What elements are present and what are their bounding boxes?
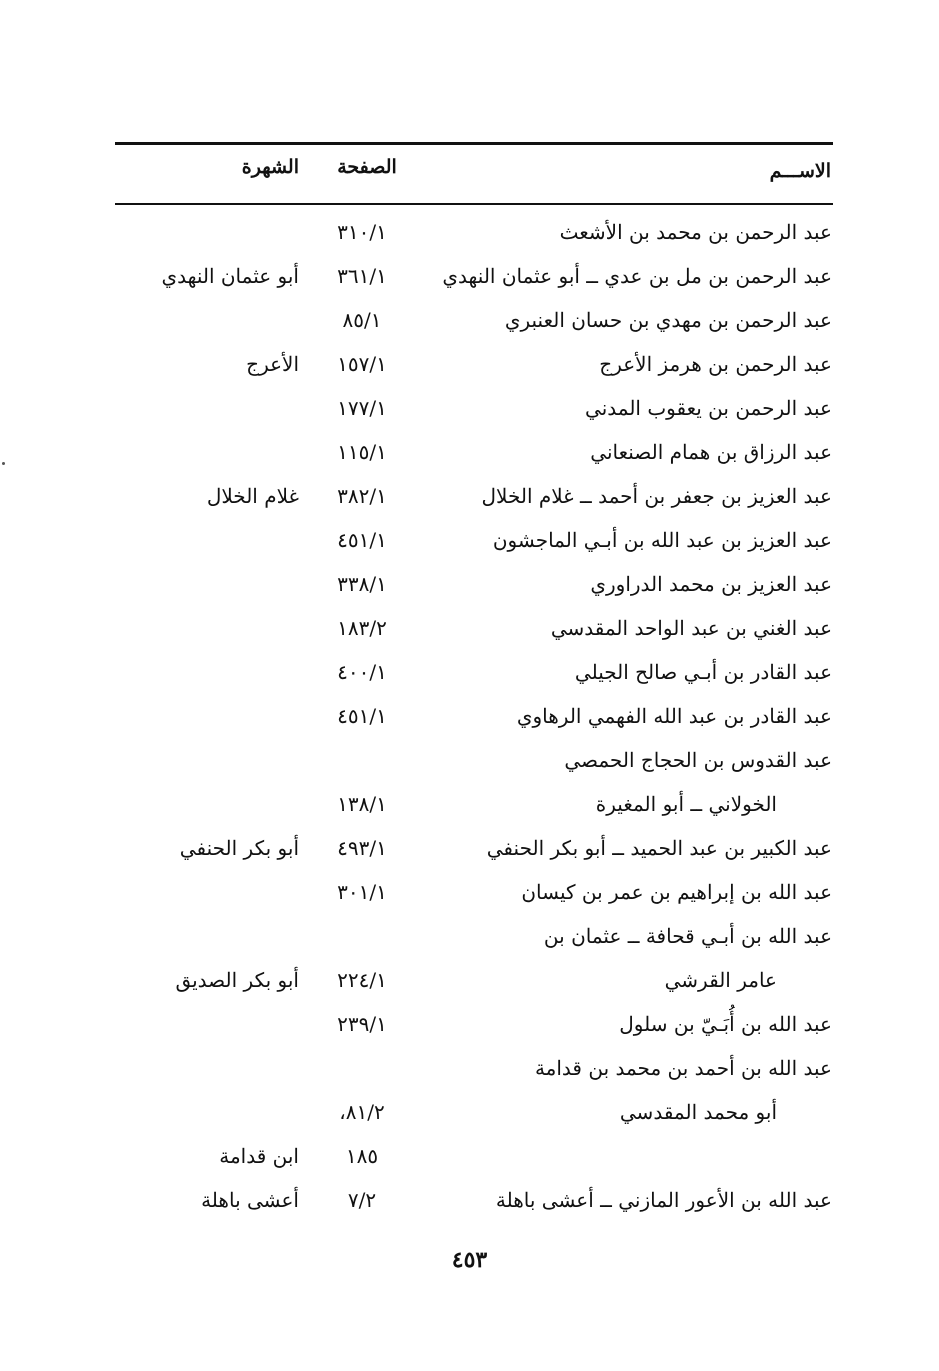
entry-name: عبد الرحمن بن مهدي بن حسان العنبري xyxy=(504,308,832,332)
entry-page: ٣٦١/١ xyxy=(337,264,387,288)
entry-name: عبد العزيز بن محمد الدراوري xyxy=(590,572,832,596)
table-row xyxy=(0,210,939,254)
entry-name: عبد الكبير بن عبد الحميد ــ أبو بكر الحنفي xyxy=(486,836,832,860)
entry-fame: الأعرج xyxy=(246,352,299,376)
entry-fame: ابن قدامة xyxy=(219,1144,299,1168)
entry-name: عبد الرزاق بن همام الصنعاني xyxy=(590,440,832,464)
entry-name: عبد الرحمن بن يعقوب المدني xyxy=(585,396,832,420)
table-row xyxy=(0,474,939,518)
column-header-fame: الشهرة xyxy=(241,156,299,178)
table-row xyxy=(0,1134,939,1178)
entry-name: عبد العزيز بن عبد الله بن أبـي الماجشون xyxy=(492,528,832,552)
entry-page: ٧/٢ xyxy=(347,1188,377,1212)
scan-speck xyxy=(2,462,5,465)
table-row xyxy=(0,298,939,342)
entry-page: ٣١٠/١ xyxy=(337,220,387,244)
table-row xyxy=(0,870,939,914)
table-row xyxy=(0,606,939,650)
entry-name: عبد الله بن أحمد بن محمد بن قدامة xyxy=(534,1056,832,1080)
entry-name: عبد الله بن إبراهيم بن عمر بن كيسان xyxy=(521,880,832,904)
entry-page: ٣٠١/١ xyxy=(337,880,387,904)
entry-page: ٤٩٣/١ xyxy=(337,836,387,860)
entry-name: أبو محمد المقدسي xyxy=(619,1100,777,1124)
entry-name: عبد الله بن أُبَـيّ بن سلول xyxy=(619,1012,832,1036)
top-rule xyxy=(115,142,833,145)
entry-page: ٣٣٨/١ xyxy=(337,572,387,596)
entry-page: ٤٥١/١ xyxy=(337,704,387,728)
entry-page: ١٨٣/٢ xyxy=(337,616,387,640)
table-row xyxy=(0,1046,939,1090)
entry-name: عبد الرحمن بن مل بن عدي ــ أبو عثمان النهدي xyxy=(442,264,832,288)
index-table xyxy=(0,210,939,1222)
entry-page: ١٧٧/١ xyxy=(337,396,387,420)
entry-name: عبد القادر بن عبد الله الفهمي الرهاوي xyxy=(516,704,832,728)
table-row xyxy=(0,562,939,606)
header-rule xyxy=(115,203,833,205)
entry-fame: أبو بكر الصديق xyxy=(175,968,299,992)
entry-name: عبد الغني بن عبد الواحد المقدسي xyxy=(550,616,832,640)
table-row xyxy=(0,254,939,298)
entry-page: ٢٢٤/١ xyxy=(337,968,387,992)
entry-name: عبد القدوس بن الحجاج الحمصي xyxy=(564,748,832,772)
entry-name: عبد القادر بن أبـي صالح الجيلي xyxy=(574,660,832,684)
table-row xyxy=(0,518,939,562)
table-row xyxy=(0,738,939,782)
entry-page: ٢٣٩/١ xyxy=(337,1012,387,1036)
entry-page: ١٨٥ xyxy=(345,1144,379,1168)
page-number: ٤٥٣ xyxy=(451,1247,488,1273)
table-row xyxy=(0,1178,939,1222)
table-row xyxy=(0,694,939,738)
entry-page: ٣٨٢/١ xyxy=(337,484,387,508)
entry-name: عبد العزيز بن جعفر بن أحمد ــ غلام الخلال xyxy=(481,484,832,508)
table-row xyxy=(0,386,939,430)
entry-fame: غلام الخلال xyxy=(206,484,299,508)
column-header-page: الصفحة xyxy=(337,156,397,178)
table-row xyxy=(0,1090,939,1134)
table-row xyxy=(0,914,939,958)
table-row xyxy=(0,1002,939,1046)
entry-fame: أبو عثمان النهدي xyxy=(161,264,299,288)
entry-page: ١١٥/١ xyxy=(337,440,387,464)
entry-name: عبد الرحمن بن محمد بن الأشعث xyxy=(559,220,832,244)
entry-page: ٤٠٠/١ xyxy=(337,660,387,684)
table-row xyxy=(0,958,939,1002)
entry-name: عامر القرشي xyxy=(664,968,777,992)
entry-fame: أبو بكر الحنفي xyxy=(179,836,299,860)
table-row xyxy=(0,342,939,386)
table-row xyxy=(0,782,939,826)
entry-name: عبد الرحمن بن هرمز الأعرج xyxy=(599,352,832,376)
table-row xyxy=(0,650,939,694)
entry-page: ١٣٨/١ xyxy=(337,792,387,816)
entry-page: ٨٥/١ xyxy=(342,308,382,332)
entry-page: ١٥٧/١ xyxy=(337,352,387,376)
entry-page: ٨١/٢، xyxy=(339,1100,385,1124)
table-row xyxy=(0,430,939,474)
entry-name: عبد الله بن الأعور المازني ــ أعشى باهلة xyxy=(495,1188,832,1212)
entry-fame: أعشى باهلة xyxy=(201,1188,299,1212)
column-header-name: الاســـم xyxy=(769,160,831,182)
table-row xyxy=(0,826,939,870)
entry-name: الخولاني ــ أبو المغيرة xyxy=(595,792,777,816)
entry-name: عبد الله بن أبـي قحافة ــ عثمان بن xyxy=(543,924,832,948)
entry-page: ٤٥١/١ xyxy=(337,528,387,552)
